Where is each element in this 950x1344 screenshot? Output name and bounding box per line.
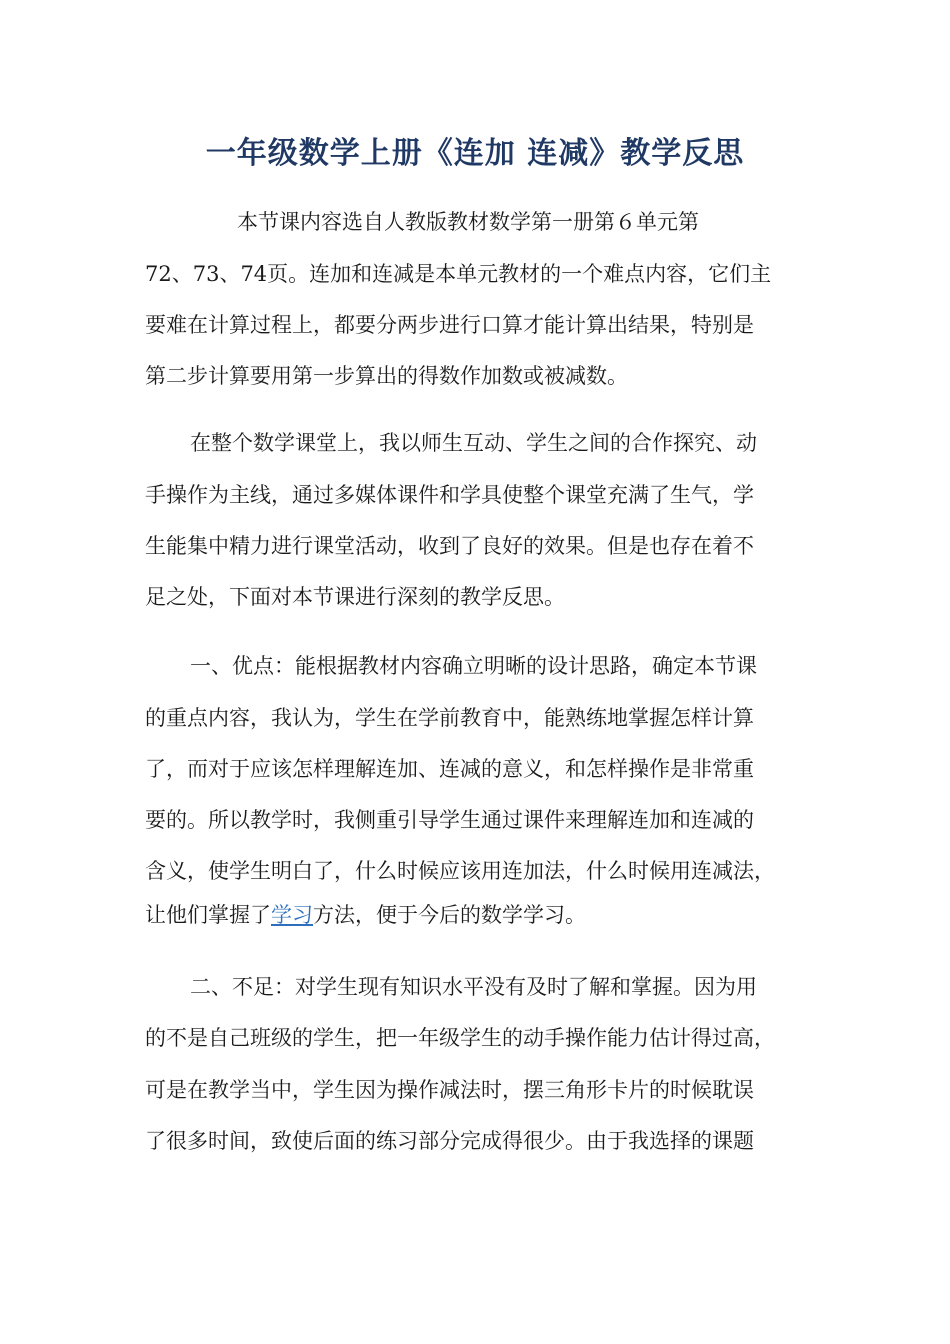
paragraph-4-line-2: 的不是自己班级的学生，把一年级学生的动手操作能力估计得过高， bbox=[145, 1026, 775, 1050]
document-title: 一年级数学上册《连加 连减》教学反思 bbox=[205, 136, 745, 171]
paragraph-3-line-5: 含义，使学生明白了，什么时候应该用连加法，什么时候用连减法， bbox=[145, 859, 775, 883]
paragraph-1-line-3: 要难在计算过程上，都要分两步进行口算才能计算出结果，特别是 bbox=[145, 313, 754, 337]
paragraph-3-line-4: 要的。所以教学时，我侧重引导学生通过课件来理解连加和连减的 bbox=[145, 808, 754, 832]
study-link[interactable]: 学习 bbox=[271, 903, 313, 927]
paragraph-3-line-6 bbox=[145, 901, 586, 929]
paragraph-2-line-2: 手操作为主线，通过多媒体课件和学具使整个课堂充满了生气，学 bbox=[145, 483, 754, 507]
paragraph-1-line-2: 72、73、74页。连加和连减是本单元教材的一个难点内容，它们主 bbox=[145, 262, 772, 286]
text-before-link: 让他们掌握了 bbox=[145, 903, 271, 927]
paragraph-3-line-3: 了，而对于应该怎样理解连加、连减的意义，和怎样操作是非常重 bbox=[145, 757, 754, 781]
paragraph-1-line-1: 本节课内容选自人教版教材数学第一册第６单元第 bbox=[237, 210, 699, 234]
paragraph-2-line-1: 在整个数学课堂上，我以师生互动、学生之间的合作探究、动 bbox=[190, 431, 757, 455]
paragraph-1-line-4: 第二步计算要用第一步算出的得数作加数或被减数。 bbox=[145, 364, 628, 388]
paragraph-4-line-1: 二、不足：对学生现有知识水平没有及时了解和掌握。因为用 bbox=[190, 975, 757, 999]
paragraph-3-line-1: 一、优点：能根据教材内容确立明晰的设计思路，确定本节课 bbox=[190, 654, 757, 678]
paragraph-3-line-2: 的重点内容，我认为，学生在学前教育中，能熟练地掌握怎样计算 bbox=[145, 706, 754, 730]
paragraph-4-line-4: 了很多时间，致使后面的练习部分完成得很少。由于我选择的课题 bbox=[145, 1129, 754, 1153]
text-after-link: 方法，便于今后的数学学习。 bbox=[313, 903, 586, 927]
paragraph-2-line-4: 足之处，下面对本节课进行深刻的教学反思。 bbox=[145, 585, 565, 609]
paragraph-4-line-3: 可是在教学当中，学生因为操作减法时，摆三角形卡片的时候耽误 bbox=[145, 1078, 754, 1102]
paragraph-2-line-3: 生能集中精力进行课堂活动，收到了良好的效果。但是也存在着不 bbox=[145, 534, 754, 558]
